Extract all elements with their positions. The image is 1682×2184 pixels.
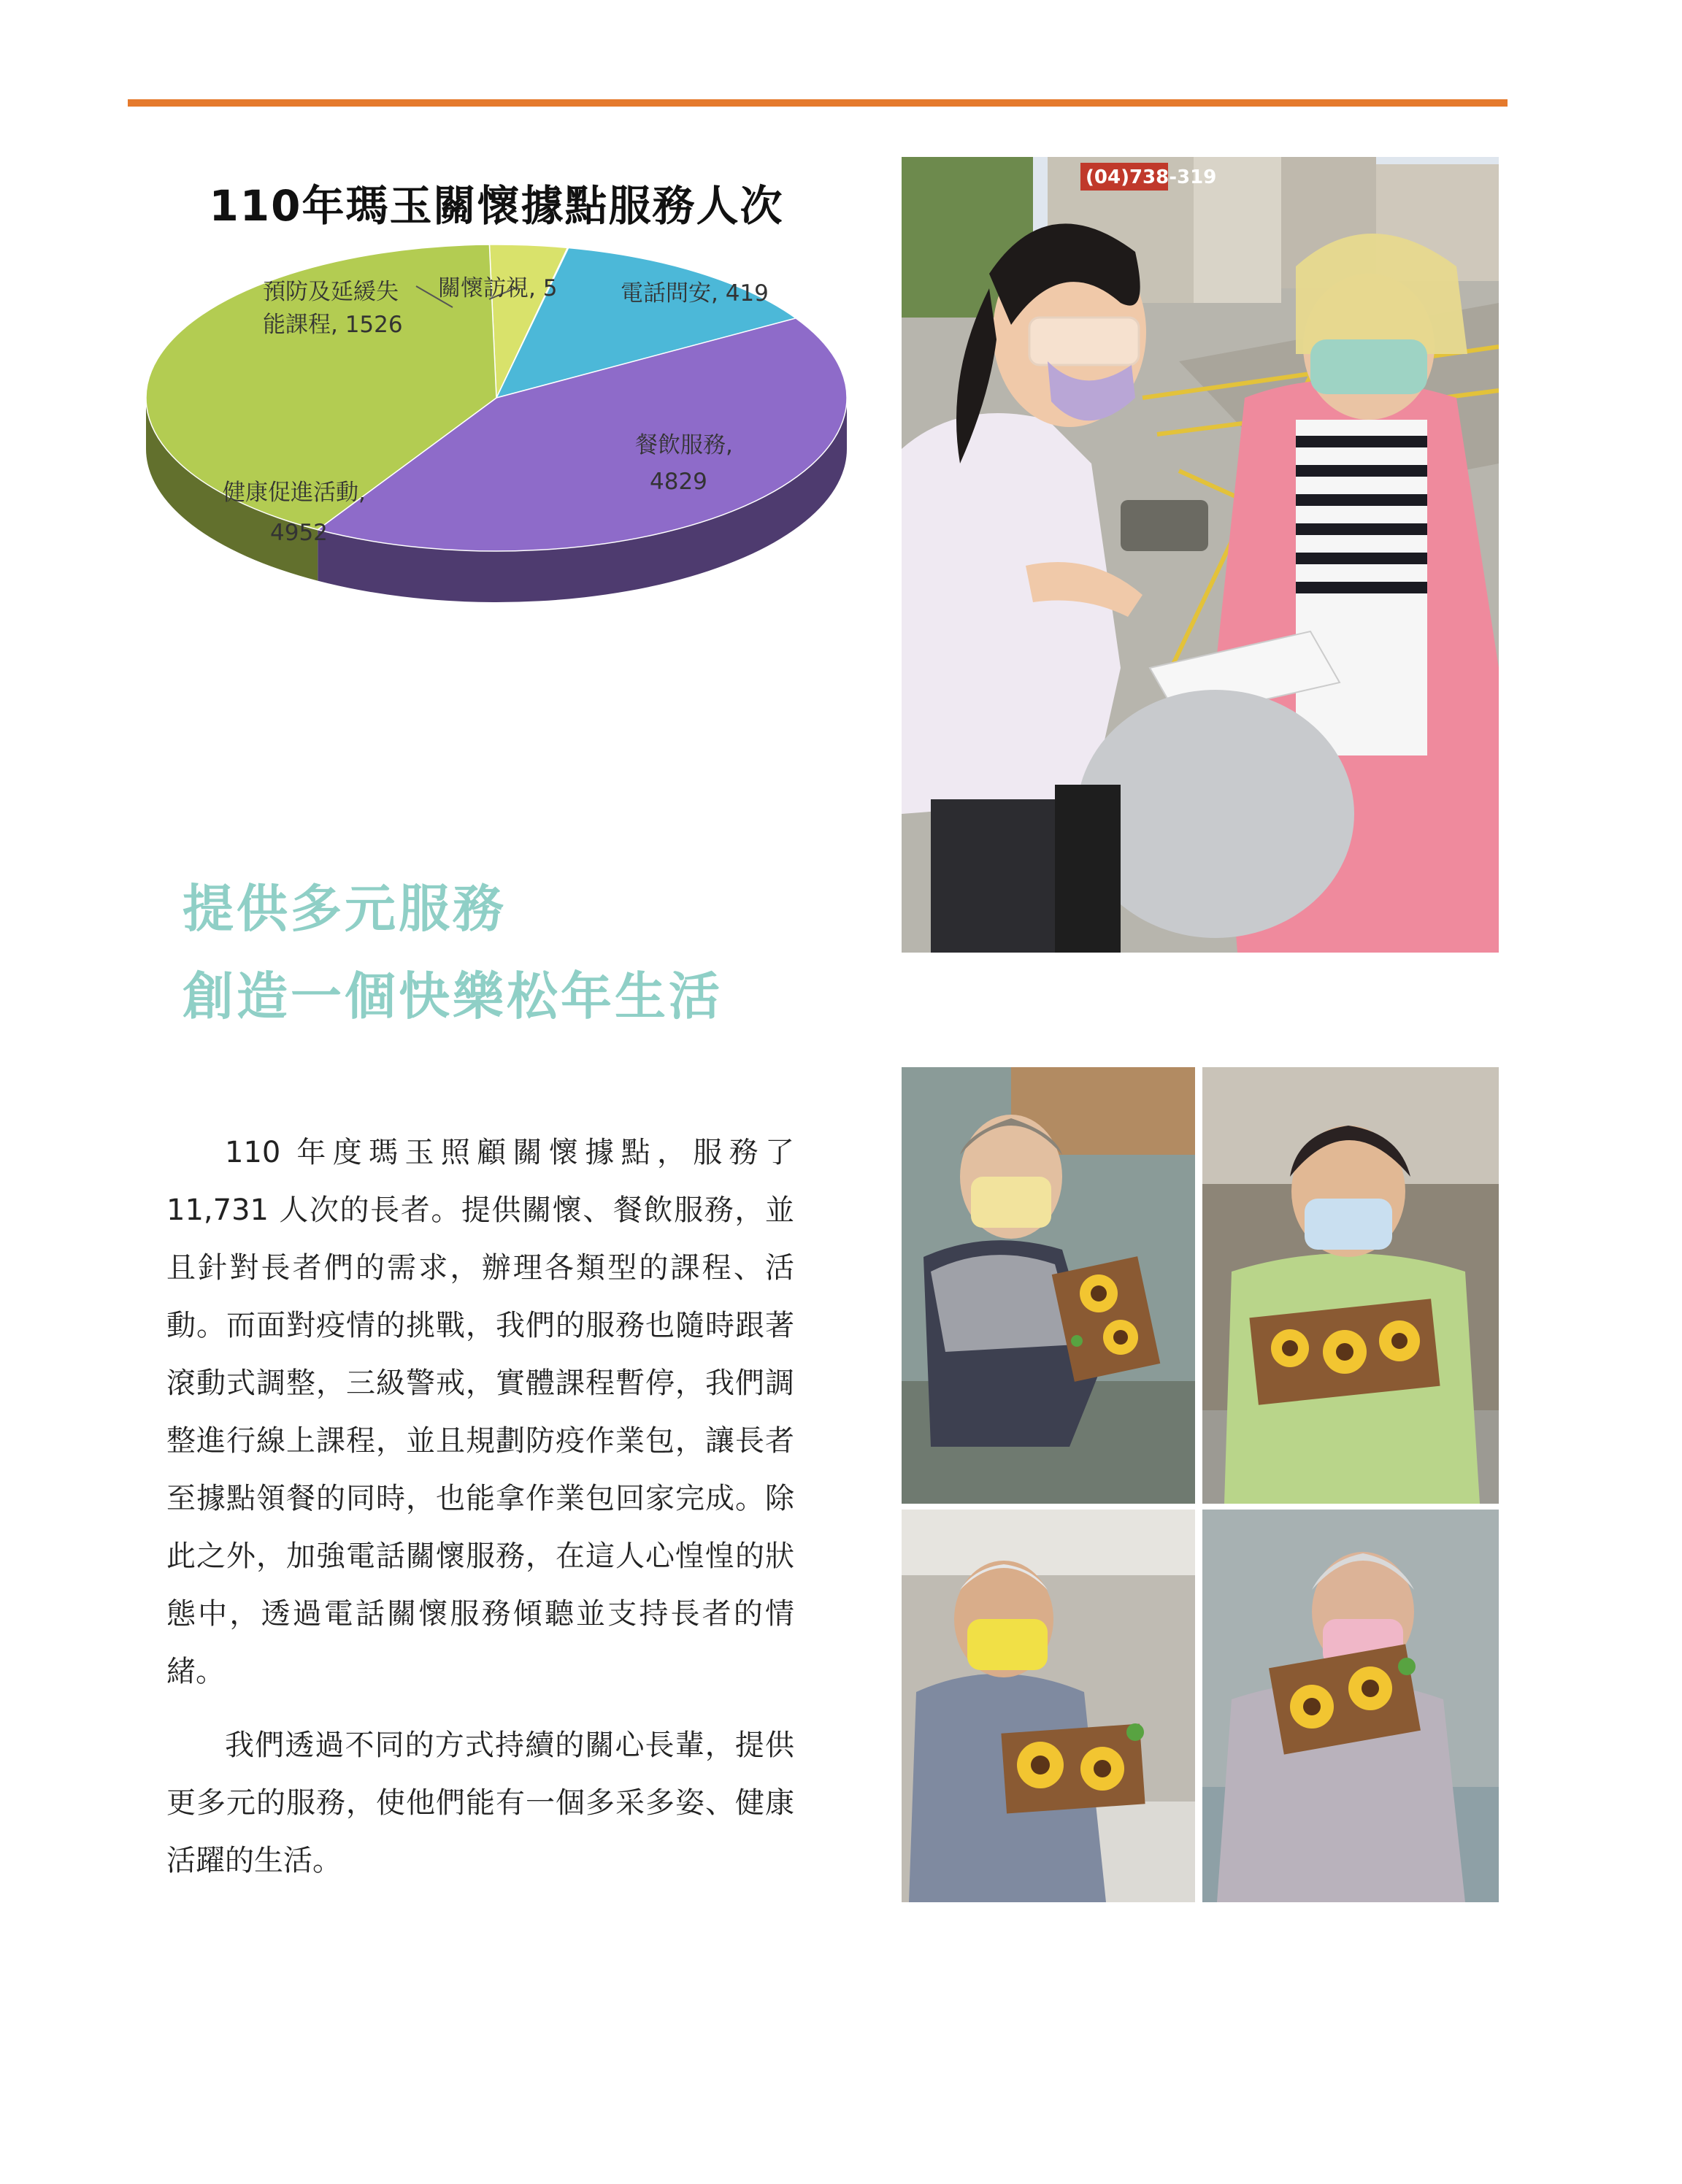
pie-chart (139, 157, 854, 741)
top-orange-rule (128, 99, 1508, 107)
slice-label-health-line1: 健康促進活動, (223, 480, 366, 506)
headline-line-2: 創造一個快樂松年生活 (183, 966, 723, 1026)
photo-elder-sunflower-craft-3 (902, 1510, 1195, 1902)
slice-label-health-line2: 4952 (270, 520, 328, 546)
chart-title: 110年瑪玉關懷據點服務人次 (209, 181, 784, 231)
shop-sign-text: (04)738-319 (1086, 166, 1217, 188)
headline-line-1: 提供多元服務 (183, 879, 507, 939)
body-paragraph-2: 我們透過不同的方式持續的關心長輩，提供更多元的服務，使他們能有一個多采多姿、健康活躍的生活。 (166, 1729, 794, 1877)
pie-chart-svg (139, 157, 854, 741)
photo-elder-sunflower-craft-2 (1202, 1067, 1499, 1504)
slice-label-prevent-line1: 預防及延緩失 (263, 279, 399, 305)
slice-label-meal-line1: 餐飲服務, (635, 432, 733, 458)
slice-label-meal-line2: 4829 (650, 469, 707, 495)
body-text (166, 1124, 794, 1906)
slice-label-prevent-line2: 能課程, 1526 (263, 312, 403, 338)
slice-label-visit: 關懷訪視, 5 (438, 275, 558, 301)
slice-label-call: 電話問安, 419 (621, 280, 769, 307)
photo-elder-sunflower-craft-4 (1202, 1510, 1499, 1902)
photo-volunteer-with-elder (902, 157, 1499, 953)
photo-elder-sunflower-craft-1 (902, 1067, 1195, 1504)
headline (183, 865, 723, 1040)
body-paragraph-1: 110 年度瑪玉照顧關懷據點，服務了11,731 人次的長者。提供關懷、餐飲服務，並且針對長者們的需求，辦理各類型的課程、活動。而面對疫情的挑戰，我們的服務也隨時跟著滾動式調整，三級警戒，實體課程暫停，我們調整進行線上課程，並且規劃防疫作業包，讓長者至據點領餐的同時，也能拿作業包回家完成。除此之外，加強電話關懷服務，在這人心惶惶的狀態中，透過電話關懷服務傾聽並支持長者的情緒。 (166, 1136, 794, 1688)
